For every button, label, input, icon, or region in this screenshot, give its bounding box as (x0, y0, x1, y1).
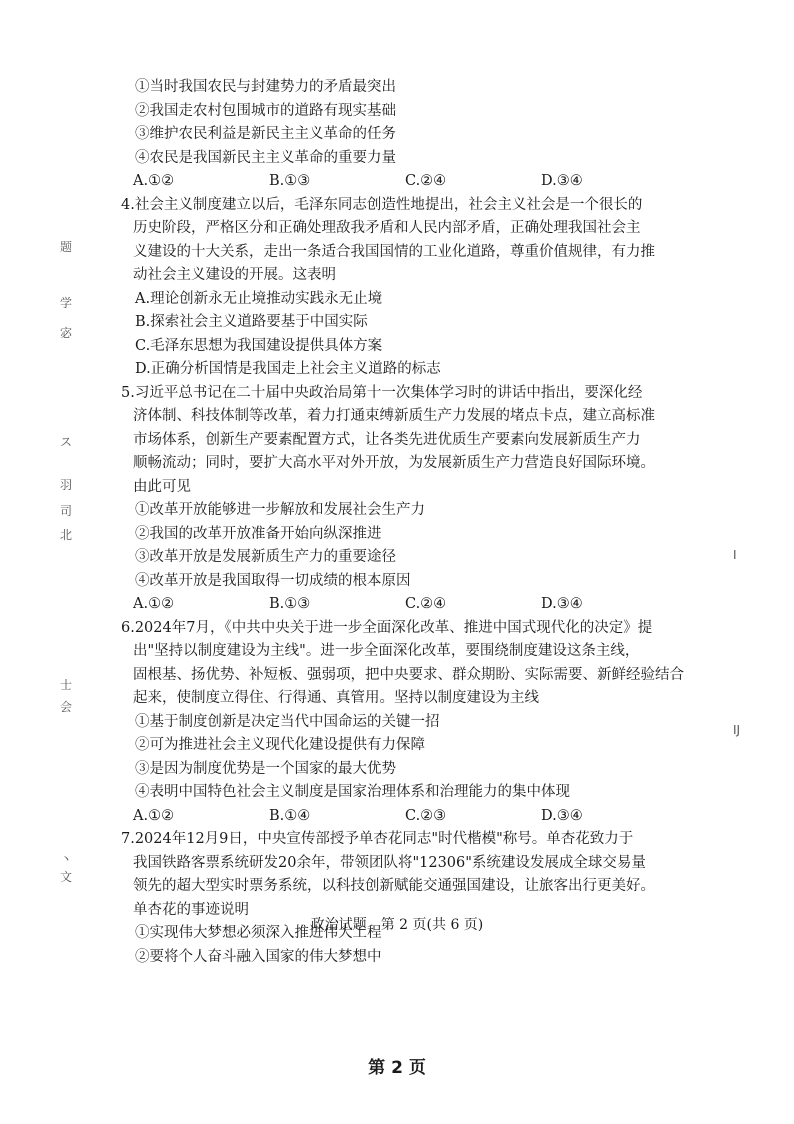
margin-mark: 羽 (60, 478, 73, 492)
q6-statement-3: ③是因为制度优势是一个国家的最大优势 (135, 760, 396, 777)
q6-statement-2: ②可为推进社会主义现代化建设提供有力保障 (135, 737, 425, 753)
q6-option-d: D.③④ (541, 807, 583, 824)
margin-mark: 会 (60, 700, 73, 714)
q6-statement-4: ④表明中国特色社会主义制度是国家治理体系和治理能力的集中体现 (135, 784, 570, 800)
q5-stem (121, 382, 701, 500)
q5-statement-3: ③改革开放是发展新质生产力的重要途径 (135, 549, 396, 565)
q4-stem-line-3: 义建设的十大关系，走出一条适合我国国情的工业化道路，尊重价值规律，有力推 (133, 243, 655, 260)
q4-choices (133, 288, 701, 382)
margin-mark: 宓 (60, 326, 73, 340)
q6-option-c: C.②③ (405, 807, 447, 824)
page-number-label: 第 2 页 (368, 1058, 426, 1078)
q5-stem-line-3: 市场体系，创新生产要素配置方式，让各类先进优质生产要素向发展新质生产力 (133, 431, 641, 448)
q5-statements (133, 499, 701, 593)
margin-mark: 文 (60, 870, 73, 884)
q5-statement-4: ④改革开放是我国取得一切成绩的根本原因 (135, 572, 411, 589)
q6-statements (133, 711, 701, 805)
q5-option-c: C.②④ (405, 596, 447, 612)
q3-option-c: C.②④ (405, 173, 447, 189)
q7-stem-line-3: 领先的超大型实时票务系统，以科技创新赋能交通强国建设，让旅客出行更美好。 (133, 878, 655, 894)
q7-stem-line-4: 单杏花的事迹说明 (133, 901, 249, 918)
q3-option-d: D.③④ (541, 173, 583, 189)
margin-mark: 学 (60, 296, 73, 310)
q7-statement-2: ②要将个人奋斗融入国家的伟大梦想中 (135, 948, 382, 965)
q5-option-b: B.①③ (269, 596, 311, 612)
q3-statements (133, 76, 701, 170)
page-footer: 政治试题 第 2 页(共 6 页) (310, 917, 484, 933)
question-content (121, 76, 701, 969)
q6-option-a: A.①② (133, 807, 175, 824)
q4-stem-line-4: 动社会主义建设的开展。这表明 (133, 267, 336, 283)
q5-option-a: A.①② (133, 596, 175, 612)
margin-mark: 题 (60, 240, 73, 254)
q4-choice-c: C.毛泽东思想为我国建设提供具体方案 (135, 337, 383, 354)
q3-statement-1: ①当时我国农民与封建势力的矛盾最突出 (135, 79, 396, 95)
margin-mark: 丶 (60, 852, 73, 866)
q7-stem (121, 828, 701, 922)
q6-stem (121, 617, 701, 711)
q6-stem-line-3: 固根基、扬优势、补短板、强弱项，把中央要求、群众期盼、实际需要、新鲜经验结合 (133, 666, 684, 683)
q5-statement-1: ①改革开放能够进一步解放和发展社会生产力 (135, 502, 425, 518)
margin-mark: 司 (60, 504, 73, 518)
q5-stem-line-5: 由此可见 (133, 478, 191, 495)
margin-mark: IJ (733, 723, 741, 737)
q3-statement-3: ③维护农民利益是新民主主义革命的任务 (135, 126, 396, 142)
q4-choice-b: B.探索社会主义道路要基于中国实际 (135, 314, 368, 330)
q3-statement-2: ②我国走农村包围城市的道路有现实基础 (135, 102, 396, 119)
q7-statement-1: ①实现伟大梦想必须深入推进伟大工程 (135, 925, 382, 941)
q4-stem (121, 194, 701, 288)
q6-stem-line-4: 起来，使制度立得住、行得通、真管用。坚持以制度建设为主线 (133, 690, 539, 706)
margin-mark: 士 (60, 678, 73, 692)
q3-statement-4: ④农民是我国新民主主义革命的重要力量 (135, 149, 396, 166)
q7-stem-line-1: 7.2024年12月9日，中央宣传部授予单杏花同志"时代楷模"称号。单杏花致力于 (121, 831, 634, 847)
q5-stem-line-2: 济体制、科技体制等改革，着力打通束缚新质生产力发展的堵点卡点，建立高标准 (133, 408, 655, 424)
margin-mark: 北 (60, 528, 73, 542)
q6-stem-line-2: 出"坚持以制度建设为主线"。进一步全面深化改革，要围绕制度建设这条主线， (133, 643, 640, 659)
margin-mark: ス (60, 435, 73, 449)
q3-option-b: B.①③ (269, 173, 311, 189)
q7-stem-line-2: 我国铁路客票系统研发20余年，带领团队将"12306"系统建设发展成全球交易量 (133, 854, 646, 871)
q6-options (133, 805, 701, 829)
q5-option-d: D.③④ (541, 596, 583, 612)
q5-options (133, 593, 701, 617)
q6-stem-line-1: 6.2024年7月，《中共中央关于进一步全面深化改革、推进中国式现代化的决定》提 (121, 619, 653, 636)
q4-stem-line-1: 4.社会主义制度建立以后，毛泽东同志创造性地提出，社会主义社会是一个很长的 (121, 196, 643, 213)
q5-stem-line-4: 顺畅流动；同时，要扩大高水平对外开放，为发展新质生产力营造良好国际环境。 (133, 455, 655, 471)
q5-stem-line-1: 5.习近平总书记在二十届中央政治局第十一次集体学习时的讲话中指出，要深化经 (121, 384, 643, 401)
q5-statement-2: ②我国的改革开放准备开始向纵深推进 (135, 525, 382, 542)
margin-mark: I (733, 548, 737, 562)
q3-option-a: A.①② (133, 173, 175, 189)
q3-options (133, 170, 701, 194)
q4-stem-line-2: 历史阶段，严格区分和正确处理敌我矛盾和人民内部矛盾，正确处理我国社会主 (133, 220, 641, 236)
q4-choice-a: A.理论创新永无止境推动实践永无止境 (135, 290, 383, 307)
q6-statement-1: ①基于制度创新是决定当代中国命运的关键一招 (135, 713, 440, 730)
q6-option-b: B.①④ (269, 807, 311, 824)
q4-choice-d: D.正确分析国情是我国走上社会主义道路的标志 (135, 361, 441, 377)
